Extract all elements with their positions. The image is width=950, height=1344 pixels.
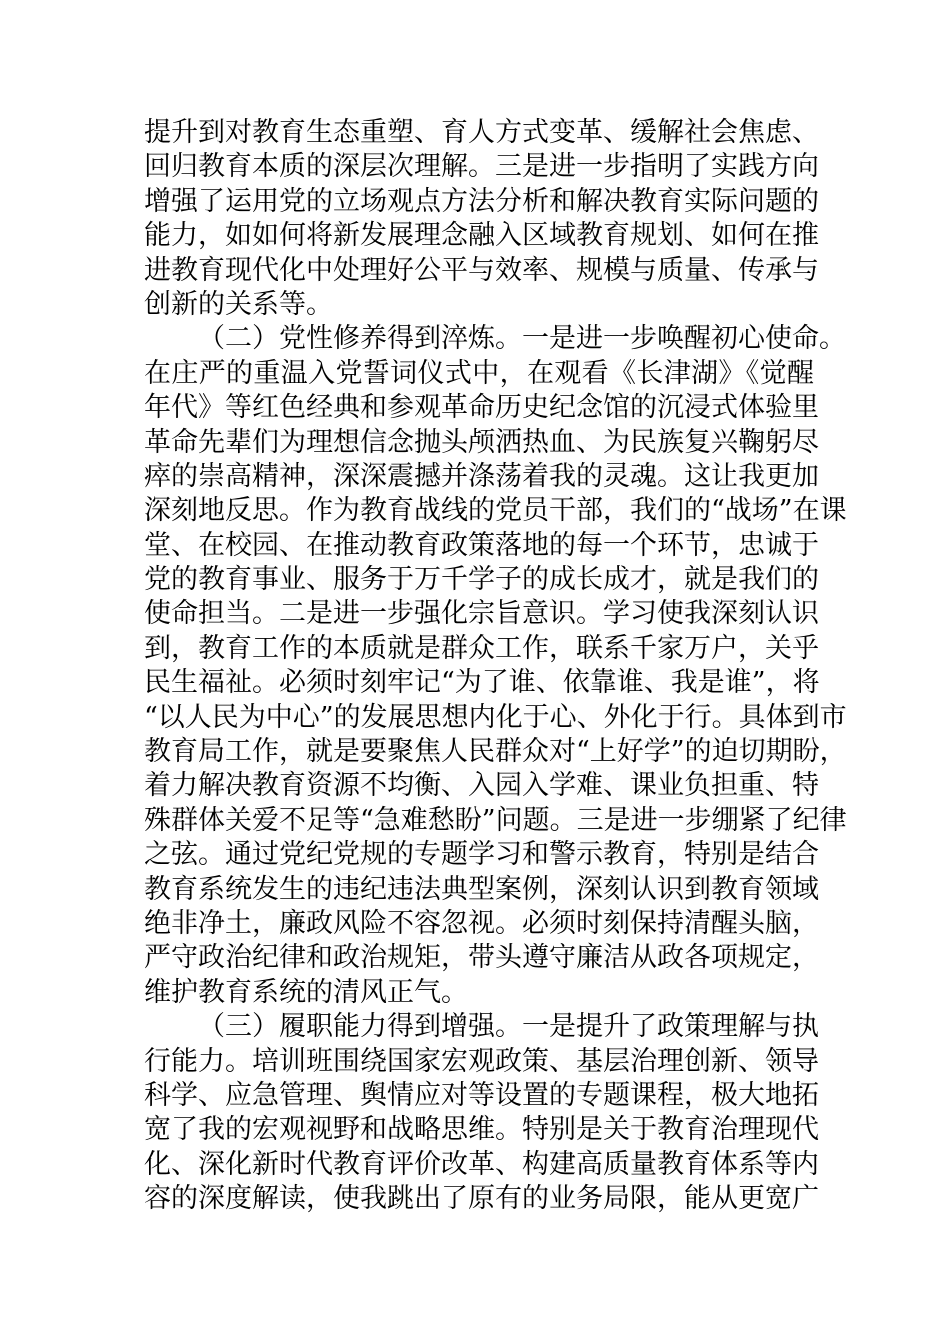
text-line: 着力解决教育资源不均衡、入园入学难、课业负担重、特 [144, 770, 819, 802]
text-line: 深刻地反思。作为教育战线的党员干部，我们的“战场”在课 [144, 495, 847, 527]
text-line: 教育局工作，就是要聚焦人民群众对“上好学”的迫切期盼， [144, 736, 847, 768]
text-line: 增强了运用党的立场观点方法分析和解决教育实际问题的 [144, 185, 819, 217]
text-line: 容的深度解读，使我跳出了原有的业务局限，能从更宽广 [144, 1183, 819, 1215]
text-line: （二）党性修养得到淬炼。一是进一步唤醒初心使命。 [198, 323, 846, 355]
text-line: “以人民为中心”的发展思想内化于心、外化于行。具体到市 [144, 701, 847, 733]
text-line: 殊群体关爱不足等“急难愁盼”问题。三是进一步绷紧了纪律 [144, 804, 847, 836]
text-line: 行能力。培训班围绕国家宏观政策、基层治理创新、领导 [144, 1045, 819, 1077]
text-line: 年代》等红色经典和参观革命历史纪念馆的沉浸式体验里 [144, 392, 819, 424]
text-line: 创新的关系等。 [144, 288, 333, 320]
document-body [144, 116, 847, 1217]
text-line: 回归教育本质的深层次理解。三是进一步指明了实践方向 [144, 151, 819, 183]
text-line: 宽了我的宏观视野和战略思维。特别是关于教育治理现代 [144, 1114, 819, 1146]
text-line: 到，教育工作的本质就是群众工作，联系千家万户，关乎 [144, 632, 819, 664]
text-line: 在庄严的重温入党誓词仪式中，在观看《长津湖》《觉醒 [144, 357, 814, 389]
text-line: 教育系统发生的违纪违法典型案例，深刻认识到教育领域 [144, 873, 819, 905]
text-line: 严守政治纪律和政治规矩，带头遵守廉洁从政各项规定， [144, 942, 819, 974]
text-line: 提升到对教育生态重塑、育人方式变革、缓解社会焦虑、 [144, 117, 819, 148]
text-line: 进教育现代化中处理好公平与效率、规模与质量、传承与 [144, 254, 819, 286]
text-line: 化、深化新时代教育评价改革、构建高质量教育体系等内 [144, 1148, 819, 1180]
text-line: 民生福祉。必须时刻牢记“为了谁、依靠谁、我是谁”，将 [144, 667, 820, 699]
text-line: 使命担当。二是进一步强化宗旨意识。学习使我深刻认识 [144, 598, 819, 630]
text-line: 革命先辈们为理想信念抛头颅洒热血、为民族复兴鞠躬尽 [144, 426, 819, 458]
text-line: 绝非净土，廉政风险不容忽视。必须时刻保持清醒头脑， [144, 907, 819, 939]
text-line: 瘁的崇高精神，深深震撼并涤荡着我的灵魂。这让我更加 [144, 460, 819, 492]
text-line: （三）履职能力得到增强。一是提升了政策理解与执 [198, 1011, 819, 1043]
text-line: 党的教育事业、服务于万千学子的成长成才，就是我们的 [144, 564, 819, 596]
text-line: 之弦。通过党纪党规的专题学习和警示教育，特别是结合 [144, 839, 819, 871]
text-line: 堂、在校园、在推动教育政策落地的每一个环节，忠诚于 [144, 529, 819, 561]
text-line: 科学、应急管理、舆情应对等设置的专题课程，极大地拓 [144, 1079, 819, 1111]
text-line: 能力，如如何将新发展理念融入区域教育规划、如何在推 [144, 220, 819, 252]
text-line: 维护教育系统的清风正气。 [144, 976, 468, 1008]
